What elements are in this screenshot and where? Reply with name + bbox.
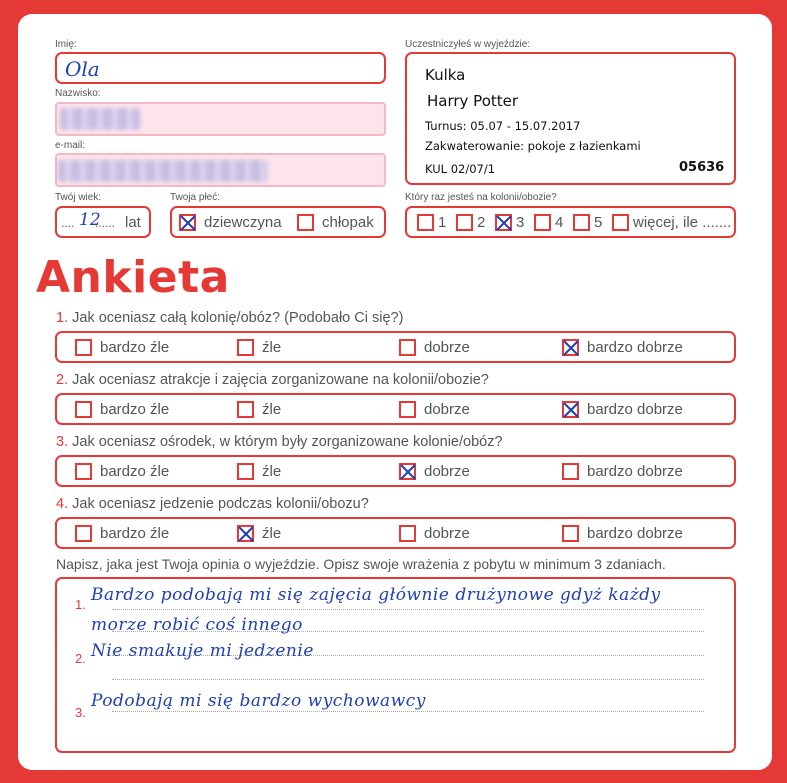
surname-redacted bbox=[60, 108, 140, 130]
trip-accommodation: Zakwaterowanie: pokoje z łazienkami bbox=[425, 139, 641, 153]
rating-option-label: dobrze bbox=[424, 339, 470, 356]
question-1-options bbox=[55, 331, 736, 363]
ruled-line bbox=[112, 711, 704, 712]
age-dots-after: ...... bbox=[95, 216, 116, 230]
rating-checkbox[interactable] bbox=[399, 463, 416, 480]
rating-checkbox[interactable] bbox=[562, 339, 579, 356]
gender-field bbox=[170, 206, 386, 238]
rating-option-label: bardzo dobrze bbox=[587, 463, 683, 480]
opinion-3-line1: Podobają mi się bardzo wychowawcy bbox=[91, 691, 426, 711]
opinion-1-line1: Bardzo podobają mi się zajęcia głównie drużynowe gdyż każdy bbox=[91, 585, 661, 605]
question-3-text bbox=[56, 434, 503, 450]
checkmark-x-icon bbox=[236, 524, 256, 544]
age-label: Twój wiek: bbox=[55, 192, 102, 203]
opinion-1-number: 1. bbox=[75, 597, 86, 612]
question-number: 1. bbox=[56, 310, 69, 326]
times-5-checkbox[interactable] bbox=[573, 214, 590, 231]
rating-option-label: bardzo dobrze bbox=[587, 339, 683, 356]
gender-label: Twoja płeć: bbox=[170, 192, 221, 203]
rating-checkbox[interactable] bbox=[562, 525, 579, 542]
checkmark-x-icon bbox=[494, 213, 514, 233]
email-redacted bbox=[58, 160, 268, 182]
rating-checkbox[interactable] bbox=[237, 339, 254, 356]
question-number: 3. bbox=[56, 434, 69, 450]
trip-label: Uczestniczyłeś w wyjeździe: bbox=[405, 39, 531, 50]
question-2-text bbox=[56, 372, 489, 388]
rating-option-label: dobrze bbox=[424, 463, 470, 480]
rating-checkbox[interactable] bbox=[75, 339, 92, 356]
times-option-4: 4 bbox=[555, 214, 564, 231]
times-option-more: więcej, ile ....... bbox=[633, 214, 732, 231]
times-option-2: 2 bbox=[477, 214, 486, 231]
trip-number: 05636 bbox=[679, 160, 725, 175]
rating-option-label: źle bbox=[262, 463, 282, 480]
opinion-box[interactable] bbox=[55, 577, 736, 753]
rating-checkbox[interactable] bbox=[399, 339, 416, 356]
question-4-options bbox=[55, 517, 736, 549]
rating-option-label: bardzo źle bbox=[100, 339, 170, 356]
trip-code: KUL 02/07/1 bbox=[425, 162, 496, 176]
rating-checkbox[interactable] bbox=[399, 525, 416, 542]
age-field[interactable] bbox=[55, 206, 151, 238]
times-option-3: 3 bbox=[516, 214, 525, 231]
times-2-checkbox[interactable] bbox=[456, 214, 473, 231]
rating-checkbox[interactable] bbox=[562, 463, 579, 480]
checkmark-x-icon bbox=[398, 462, 418, 482]
trip-line1: Kulka bbox=[425, 66, 466, 84]
times-option-1: 1 bbox=[438, 214, 447, 231]
question-1-text bbox=[56, 310, 403, 326]
checkmark-x-icon bbox=[561, 338, 581, 358]
opinion-1-line2: morze robić coś innego bbox=[91, 615, 303, 635]
age-dots-before: .... bbox=[61, 216, 75, 230]
name-label: Imię: bbox=[55, 39, 77, 50]
rating-option-label: bardzo źle bbox=[100, 463, 170, 480]
question-label: Jak oceniasz atrakcje i zajęcia zorganizowane na kolonii/obozie? bbox=[72, 372, 489, 388]
age-value: 12 bbox=[79, 210, 101, 230]
times-4-checkbox[interactable] bbox=[534, 214, 551, 231]
gender-female-checkbox[interactable] bbox=[179, 214, 196, 231]
gender-option-male: chłopak bbox=[322, 214, 374, 231]
survey-title: Ankieta bbox=[36, 252, 230, 303]
question-label: Jak oceniasz całą kolonię/obóz? (Podobało Ci się?) bbox=[72, 310, 404, 326]
question-number: 2. bbox=[56, 372, 69, 388]
trip-line2: Harry Potter bbox=[427, 92, 519, 110]
surname-label: Nazwisko: bbox=[55, 88, 101, 99]
rating-checkbox[interactable] bbox=[75, 525, 92, 542]
times-more-checkbox[interactable] bbox=[612, 214, 629, 231]
question-number: 4. bbox=[56, 496, 69, 512]
trip-info-box bbox=[405, 52, 736, 185]
gender-male-checkbox[interactable] bbox=[297, 214, 314, 231]
times-field bbox=[405, 206, 736, 238]
opinion-2-line1: Nie smakuje mi jedzenie bbox=[91, 641, 314, 661]
opinion-3-number: 3. bbox=[75, 705, 86, 720]
rating-checkbox[interactable] bbox=[75, 463, 92, 480]
rating-checkbox[interactable] bbox=[399, 401, 416, 418]
rating-checkbox[interactable] bbox=[75, 401, 92, 418]
question-label: Jak oceniasz ośrodek, w którym były zorganizowane kolonie/obóz? bbox=[72, 434, 503, 450]
ruled-line bbox=[112, 609, 704, 610]
checkmark-x-icon bbox=[178, 213, 198, 233]
rating-checkbox[interactable] bbox=[237, 525, 254, 542]
rating-option-label: dobrze bbox=[424, 525, 470, 542]
checkmark-x-icon bbox=[561, 400, 581, 420]
trip-turnus: Turnus: 05.07 - 15.07.2017 bbox=[425, 119, 581, 133]
question-3-options bbox=[55, 455, 736, 487]
rating-option-label: źle bbox=[262, 525, 282, 542]
opinion-prompt: Napisz, jaka jest Twoja opinia o wyjeździe. Opisz swoje wrażenia z pobytu w minimum 3 zdaniach. bbox=[56, 556, 666, 572]
times-1-checkbox[interactable] bbox=[417, 214, 434, 231]
name-value: Ola bbox=[65, 57, 100, 81]
rating-option-label: bardzo dobrze bbox=[587, 401, 683, 418]
rating-option-label: dobrze bbox=[424, 401, 470, 418]
rating-checkbox[interactable] bbox=[237, 463, 254, 480]
rating-option-label: źle bbox=[262, 401, 282, 418]
times-label: Który raz jesteś na kolonii/obozie? bbox=[405, 192, 557, 203]
rating-option-label: bardzo źle bbox=[100, 525, 170, 542]
question-label: Jak oceniasz jedzenie podczas kolonii/obozu? bbox=[72, 496, 369, 512]
rating-option-label: źle bbox=[262, 339, 282, 356]
rating-option-label: bardzo dobrze bbox=[587, 525, 683, 542]
times-3-checkbox[interactable] bbox=[495, 214, 512, 231]
question-2-options bbox=[55, 393, 736, 425]
ruled-line bbox=[112, 679, 704, 680]
name-field[interactable] bbox=[55, 52, 386, 84]
email-label: e-mail: bbox=[55, 140, 86, 151]
rating-option-label: bardzo źle bbox=[100, 401, 170, 418]
rating-checkbox[interactable] bbox=[237, 401, 254, 418]
gender-option-female: dziewczyna bbox=[204, 214, 282, 231]
age-unit: lat bbox=[125, 214, 141, 231]
rating-checkbox[interactable] bbox=[562, 401, 579, 418]
times-option-5: 5 bbox=[594, 214, 603, 231]
opinion-2-number: 2. bbox=[75, 651, 86, 666]
question-4-text bbox=[56, 496, 369, 512]
